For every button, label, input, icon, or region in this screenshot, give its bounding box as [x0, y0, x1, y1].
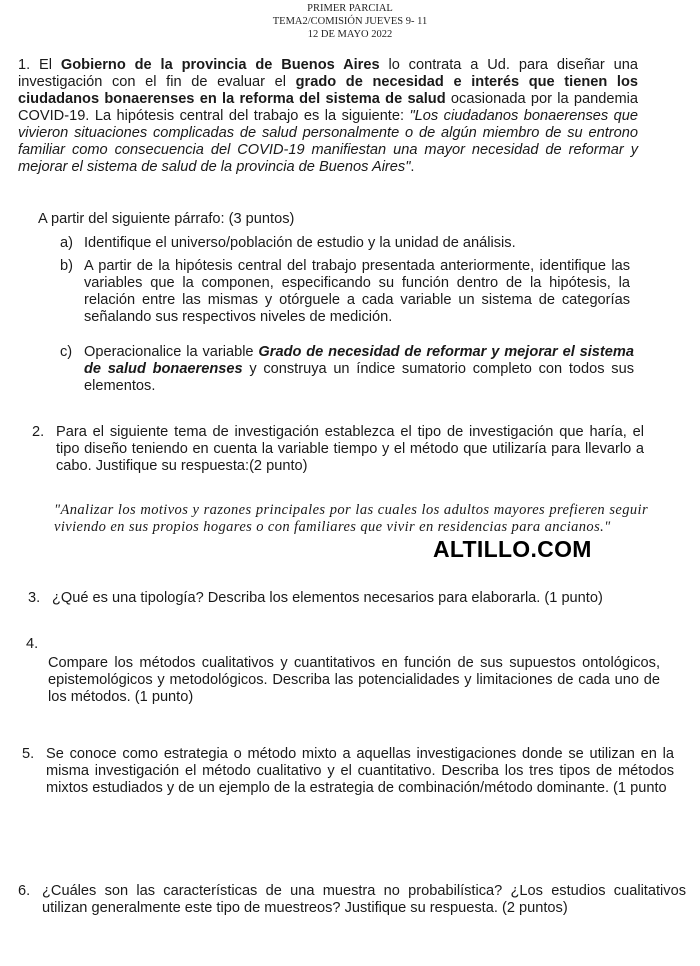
question-2 [32, 424, 644, 475]
header-title: PRIMER PARCIAL [307, 3, 393, 14]
question-3-text: ¿Qué es una tipología? Describa los elementos necesarios para elaborarla. (1 punto) [52, 590, 603, 606]
question-3 [28, 590, 656, 607]
question-5-text: Se conoce como estrategia o método mixto a aquellas investigaciones donde se utilizan en la misma investigación el método cualitativo y el cuantitativo. Describa los tres tipos de métodos mixtos estudiados y de un ejemplo de la estrategia de combinación/método dominante. (1 punto [46, 746, 674, 796]
question-3-number: 3. [28, 590, 41, 606]
question-1: 1. El Gobierno de la provincia de Buenos Aires lo contrata a Ud. para diseñar una investigación con el fin de evaluar el grado de necesidad e interés que tienen los ciudadanos bonaerenses en la reforma del sistema de salud ocasionada por la pandemia COVID-19. La hipótesis central del trabajo es la siguiente: "Los ciudadanos bonaerenses que vivieron situaciones complicadas de salud personalmente o de algún miembro de su entrono familiar como consecuencia del COVID-19 manifiestan una mayor necesidad de reformar y mejorar el sistema de salud de la provincia de Buenos Aires". [18, 57, 639, 175]
item-c-variable: Grado de necesidad de reformar y mejorar el sistema de salud bonaerenses [84, 344, 634, 377]
question-1-number: 1. [18, 57, 31, 73]
question-1-topic: grado de necesidad e interés que tienen los ciudadanos bonaerenses en la reforma del sistema de salud [18, 74, 639, 107]
question-1-item-c: c) Operacionalice la variable Grado de necesidad de reformar y mejorar el sistema de salud bonaerenses y construya un índice sumatorio completo con todos sus elementos. [60, 344, 634, 394]
question-5-number: 5. [22, 746, 35, 762]
item-c-letter: c) [60, 344, 73, 360]
question-2-text: Para el siguiente tema de investigación establezca el tipo de investigación que haría, el tipo diseño teniendo en cuenta la variable tiempo y el método que utilizaría para llevarlo a cabo. Justifique su respuesta:(2 punto) [56, 424, 644, 474]
exam-header [0, 2, 700, 41]
question-1-hypothesis: "Los ciudadanos bonaerenses que vivieron situaciones complicadas de salud personalmente o de algún miembro de su entrono familiar como consecuencia del COVID-19 manifiestan una mayor necesidad de reformar y mejorar el sistema de salud de la provincia de Buenos Aires" [18, 108, 638, 175]
question-2-number: 2. [32, 424, 45, 440]
question-6-text: ¿Cuáles son las características de una muestra no probabilística? ¿Los estudios cualitativos utilizan generalmente este tipo de muestreos? Justifique su respuesta. (2 puntos) [42, 883, 686, 916]
question-2-topic-quote: "Analizar los motivos y razones principales por las cuales los adultos mayores prefieren seguir viviendo en sus propios hogares o con familiares que vivir en residencias para ancianos." [54, 502, 648, 535]
altillo-watermark: ALTILLO.COM [433, 536, 592, 562]
question-4-text: Compare los métodos cualitativos y cuantitativos en función de sus supuestos ontológicos, epistemológicos y metodológicos. Describa las potencialidades y limitaciones de cada uno de los métodos. (1 punto) [48, 655, 660, 705]
item-b-text: A partir de la hipótesis central del trabajo presentada anteriormente, identifique las variables que la componen, especificando su función dentro de la hipótesis, la relación entre las mismas y otórguele a cada variable un sistema de categorías señalando sus respectivos niveles de medición. [84, 258, 630, 325]
question-1-intro: A partir del siguiente párrafo: (3 puntos) [38, 211, 295, 227]
question-6-number: 6. [18, 883, 31, 899]
question-4-number: 4. [26, 636, 39, 652]
question-1-client: Gobierno de la provincia de Buenos Aires [60, 57, 380, 73]
question-1-item-a [60, 235, 642, 252]
question-5 [22, 746, 674, 797]
header-commission: TEMA2/COMISIÓN JUEVES 9- 11 [272, 16, 428, 27]
question-1-item-b [60, 258, 630, 326]
item-a-text: Identifique el universo/población de estudio y la unidad de análisis. [84, 235, 516, 251]
item-a-letter: a) [60, 235, 73, 251]
question-6 [18, 883, 686, 917]
header-date: 12 DE MAYO 2022 [307, 29, 393, 40]
item-b-letter: b) [60, 258, 73, 274]
